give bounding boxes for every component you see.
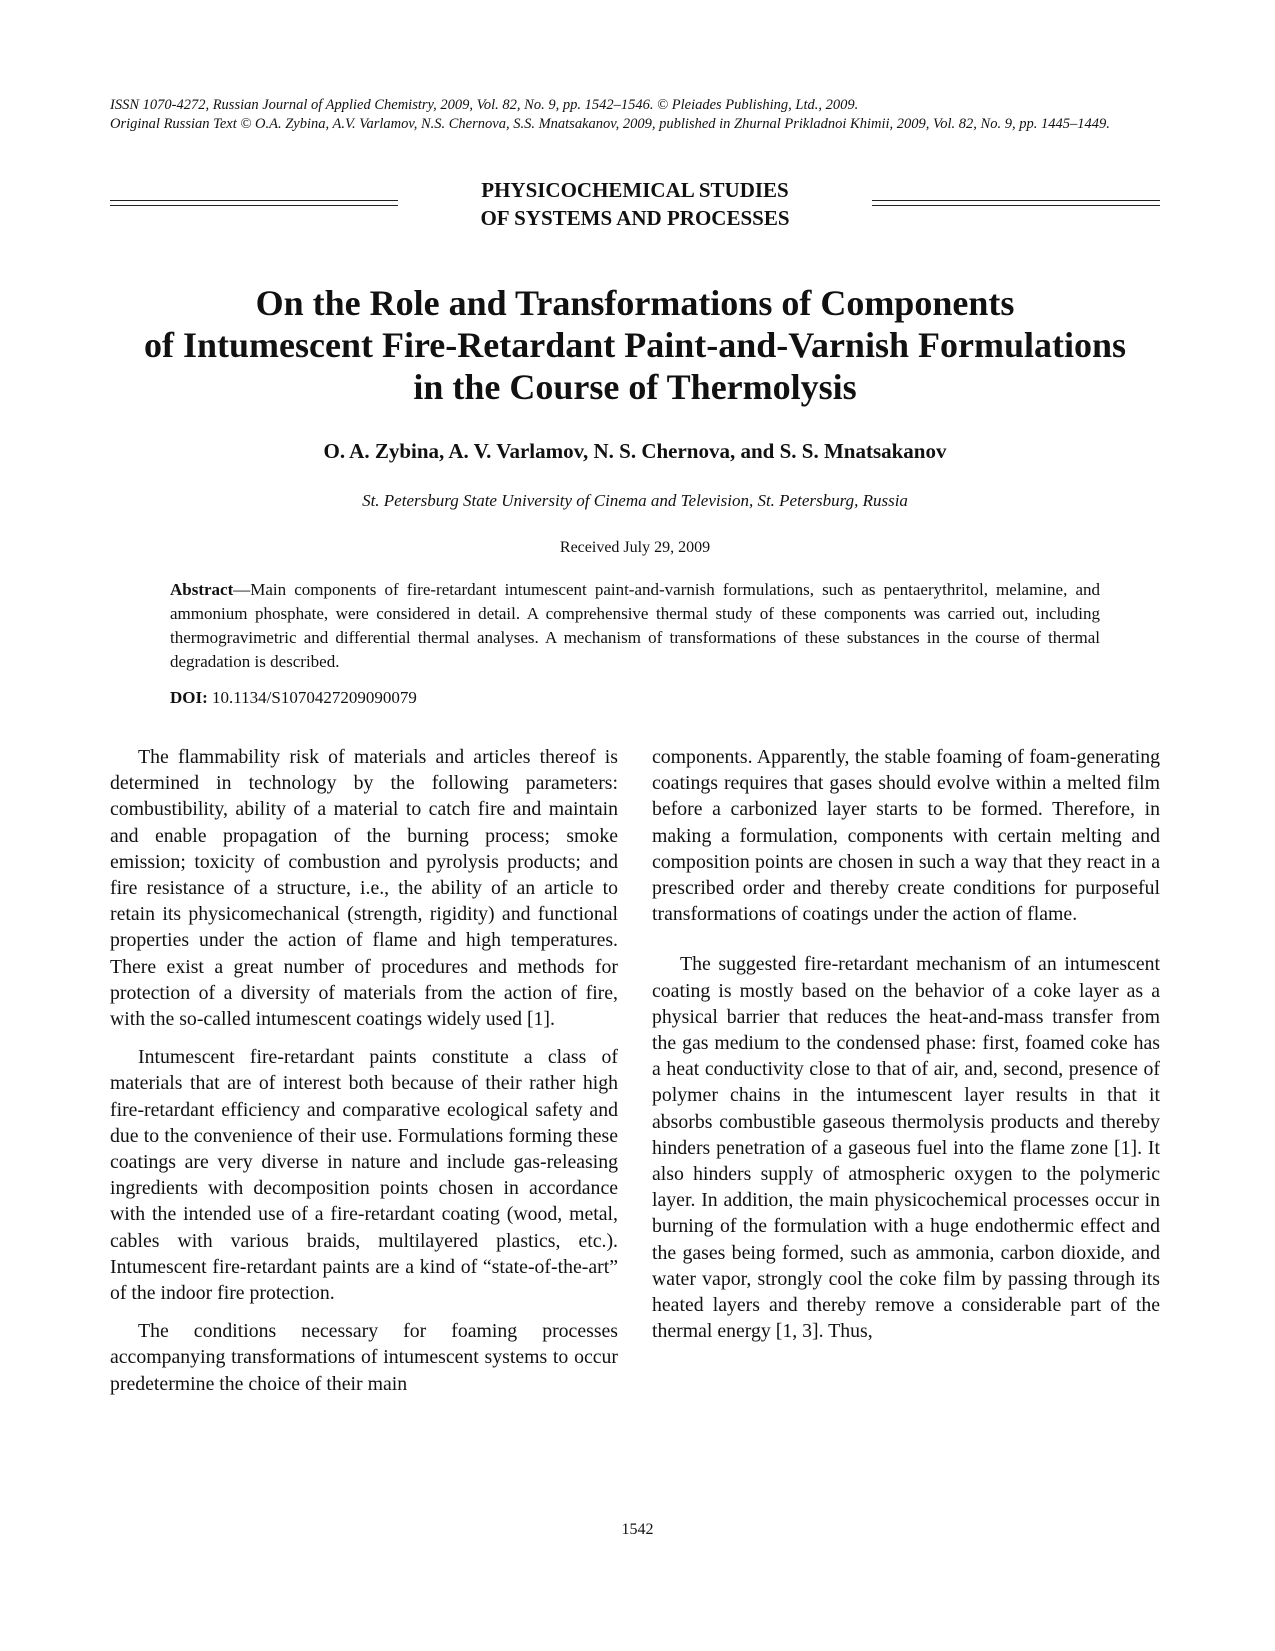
title-line3: in the Course of Thermolysis [413, 367, 857, 407]
section-heading-line2: OF SYSTEMS AND PROCESSES [480, 206, 790, 230]
body-paragraph: The flammability risk of materials and articles thereof is determined in technology by the following parameters: combustibility, ability of a material to catch fire and maintain and enable propagation of the burning process; smoke emission; toxicity of combustion and pyrolysis products; and fire resistance of a structure, i.e., the ability of an article to retain its physicomechanical (strength, rigidity) and functional properties under the action of flame and high temperatures. There exist a great number of procedures and methods for protection of a diversity of materials from the action of fire, with the so-called intumescent coatings widely used [1]. [110, 746, 618, 1031]
section-heading-row [110, 176, 1160, 232]
doi [170, 686, 1100, 710]
abstract-text: —Main components of fire-retardant intumescent paint-and-varnish formulations, such as pentaerythritol, melamine, and ammonium phosphate, were considered in detail. A comprehensive thermal study of these components was carried out, including thermogravimetric and differential thermal analyses. A mechanism of transformations of these substances in the course of thermal degradation is described. [170, 580, 1100, 671]
received-date: Received July 29, 2009 [559, 539, 711, 556]
section-heading-line1: PHYSICOCHEMICAL STUDIES [481, 178, 789, 202]
body-right-column [652, 744, 1160, 1356]
doi-label: DOI: [170, 688, 208, 707]
body-paragraph: Intumescent fire-retardant paints constitute a class of materials that are of interest both because of their rather high fire-retardant efficiency and comparative ecological safety and due to the convenience of their use. Formulations forming these coatings are very diverse in nature and include gas-releasing ingredients with decomposition points chosen in accordance with the intended use of a fire-retardant coating (wood, metal, cables with various braids, multilayered plastics, etc.). Intumescent fire-retardant paints are a kind of “state-of-the-art” of the indoor fire protection. [110, 1046, 618, 1305]
right-double-rule [872, 200, 1160, 206]
original-text-line: Original Russian Text © O.A. Zybina, A.V. Varlamov, N.S. Chernova, S.S. Mnatsakanov, 2009, published in Zhurnal Prikladnoi Khimii, 2009, Vol. 82, No. 9, pp. 1445–1449. [110, 116, 1110, 132]
publication-header [110, 96, 1160, 134]
authors: O. A. Zybina, A. V. Varlamov, N. S. Chernova, and S. S. Mnatsakanov [323, 439, 947, 463]
affiliation: St. Petersburg State University of Cinema and Television, St. Petersburg, Russia [362, 491, 908, 510]
page-number: 1542 [621, 1521, 654, 1538]
body-paragraph: The conditions necessary for foaming processes accompanying transformations of intumescent systems to occur predetermine the choice of their main [110, 1320, 618, 1395]
title-line2: of Intumescent Fire-Retardant Paint-and-Varnish Formulations [144, 325, 1126, 365]
body-left-column [110, 744, 618, 1409]
body-paragraph: The suggested fire-retardant mechanism of an intumescent coating is mostly based on the behavior of a coke layer as a physical barrier that reduces the heat-and-mass transfer from the gas medium to the condensed phase: first, foamed coke has a heat conductivity close to that of air, and, second, presence of polymer chains in the intumescent layer results in that it absorbs combustible gaseous thermolysis products and thereby hinders penetration of a gaseous fuel into the flame zone [1]. It also hinders supply of atmospheric oxygen to the polymeric layer. In addition, the main physicochemical processes occur in burning of the formulation with a huge endothermic effect and the gases being formed, such as ammonia, carbon dioxide, and water vapor, strongly cool the coke film by passing through its heated layers and thereby remove a considerable part of the thermal energy [1, 3]. Thus, [652, 953, 1160, 1343]
abstract [170, 578, 1100, 674]
title-line1: On the Role and Transformations of Components [255, 283, 1015, 323]
abstract-label: Abstract [170, 580, 234, 599]
issn-line: ISSN 1070-4272, Russian Journal of Applied Chemistry, 2009, Vol. 82, No. 9, pp. 1542–1546. © Pleiades Publishing, Ltd., 2009. [110, 97, 859, 113]
doi-value: 10.1134/S1070427209090079 [212, 688, 417, 707]
article-title [110, 282, 1160, 408]
body-paragraph-continued: components. Apparently, the stable foaming of foam-generating coatings requires that gases should evolve within a melted film before a carbonized layer starts to be formed. Therefore, in making a formulation, components with certain melting and composition points are chosen in such a way that they react in a prescribed order and thereby create conditions for purposeful transformations of coatings under the action of flame. [652, 746, 1160, 926]
